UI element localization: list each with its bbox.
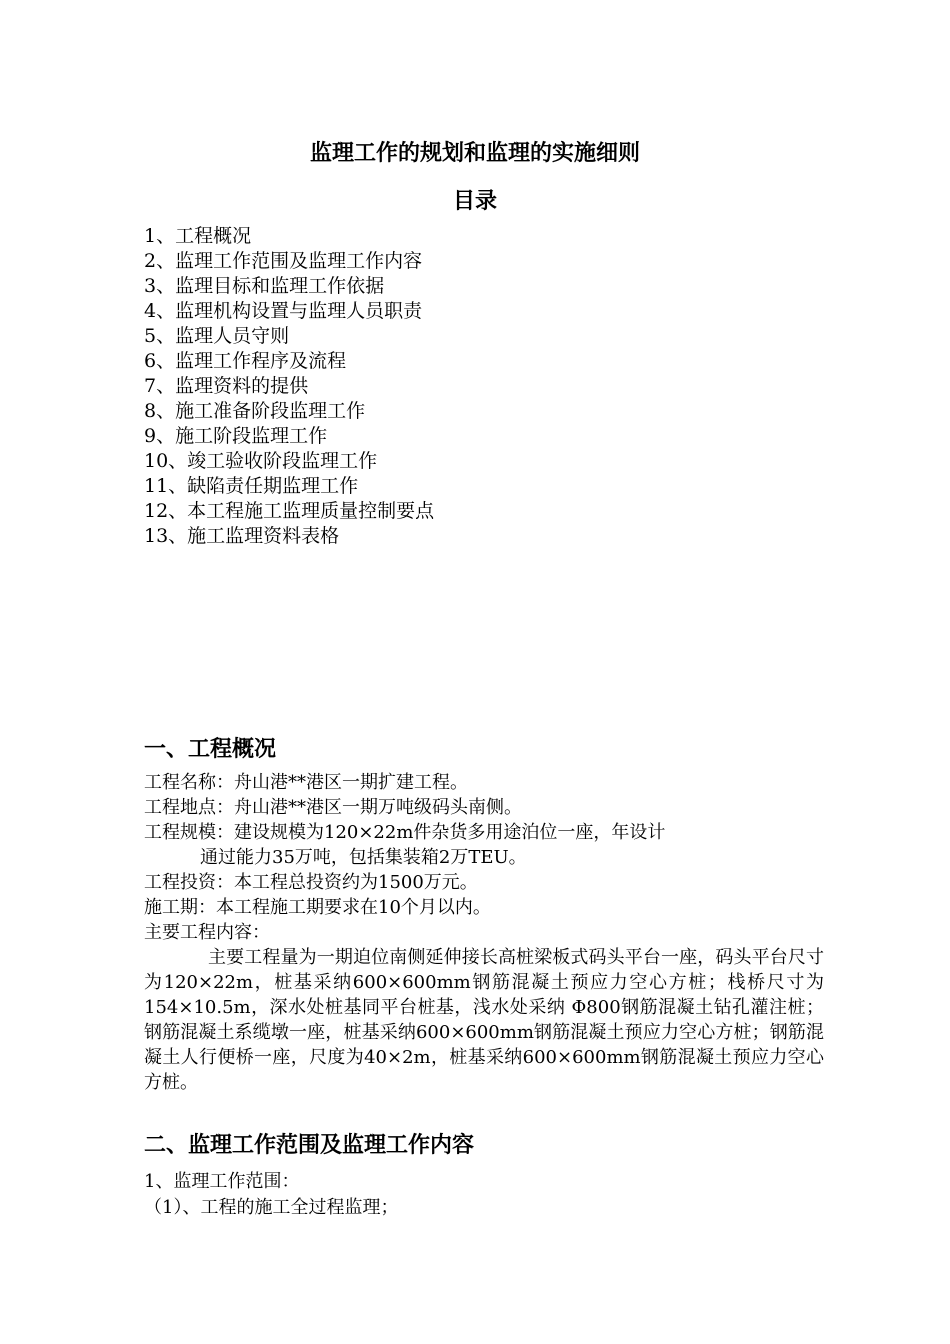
toc-item: 1、工程概况 (144, 225, 252, 247)
toc-item: 6、监理工作程序及流程 (144, 350, 347, 372)
toc-heading: 目录 (452, 189, 497, 214)
toc-item: 3、监理目标和监理工作依据 (144, 275, 385, 297)
document-title: 监理工作的规划和监理的实施细则 (309, 141, 640, 166)
toc-item: 7、监理资料的提供 (144, 375, 309, 397)
section-heading-scope: 二、监理工作范围及监理工作内容 (144, 1133, 475, 1158)
toc-item: 13、施工监理资料表格 (144, 525, 340, 547)
toc-item: 5、监理人员守则 (144, 325, 290, 347)
scope-list (144, 1169, 398, 1221)
project-investment: 工程投资：本工程总投资约为1500万元。 (144, 872, 478, 893)
toc-item: 10、竣工验收阶段监理工作 (144, 450, 378, 472)
toc-item: 12、本工程施工监理质量控制要点 (144, 500, 435, 522)
section-heading-overview: 一、工程概况 (144, 737, 277, 762)
scope-subitem: （1）、工程的施工全过程监理； (144, 1197, 399, 1218)
project-scale: 工程规模：建设规模为120×22m件杂货多用途泊位一座，年设计 (144, 822, 666, 843)
project-overview (144, 770, 824, 1095)
main-content-paragraph: 主要工程量为一期迫位南侧延伸接长高桩梁板式码头平台一座，码头平台尺寸为120×22m，桩基采纳600×600mm钢筋混凝土预应力空心方桩；栈桥尺寸为154×10.5m，深水处桩基同平台桩基，浅水处采纳 Φ800钢筋混凝土钻孔灌注桩；钢筋混凝土系缆墩一座，桩基采纳600×600mm钢筋混凝土预应力空心方桩；钢筋混凝土人行便桥一座，尺度为40×2m，桩基采纳600×600mm钢筋混凝土预应力空心方桩。 (144, 947, 824, 1093)
scope-item: 1、监理工作范围： (144, 1171, 300, 1192)
main-content-label: 主要工程内容： (144, 922, 270, 943)
project-scale-continued: 通过能力35万吨，包括集装箱2万TEU。 (200, 847, 527, 868)
project-name: 工程名称：舟山港**港区一期扩建工程。 (144, 772, 468, 793)
toc-item: 4、监理机构设置与监理人员职责 (144, 300, 423, 322)
toc-item: 9、施工阶段监理工作 (144, 425, 328, 447)
project-period: 施工期：本工程施工期要求在10个月以内。 (144, 897, 491, 918)
project-location: 工程地点：舟山港**港区一期万吨级码头南侧。 (144, 797, 522, 818)
table-of-contents (144, 224, 434, 549)
toc-item: 2、监理工作范围及监理工作内容 (144, 250, 423, 272)
toc-item: 11、缺陷责任期监理工作 (144, 475, 359, 497)
toc-item: 8、施工准备阶段监理工作 (144, 400, 366, 422)
